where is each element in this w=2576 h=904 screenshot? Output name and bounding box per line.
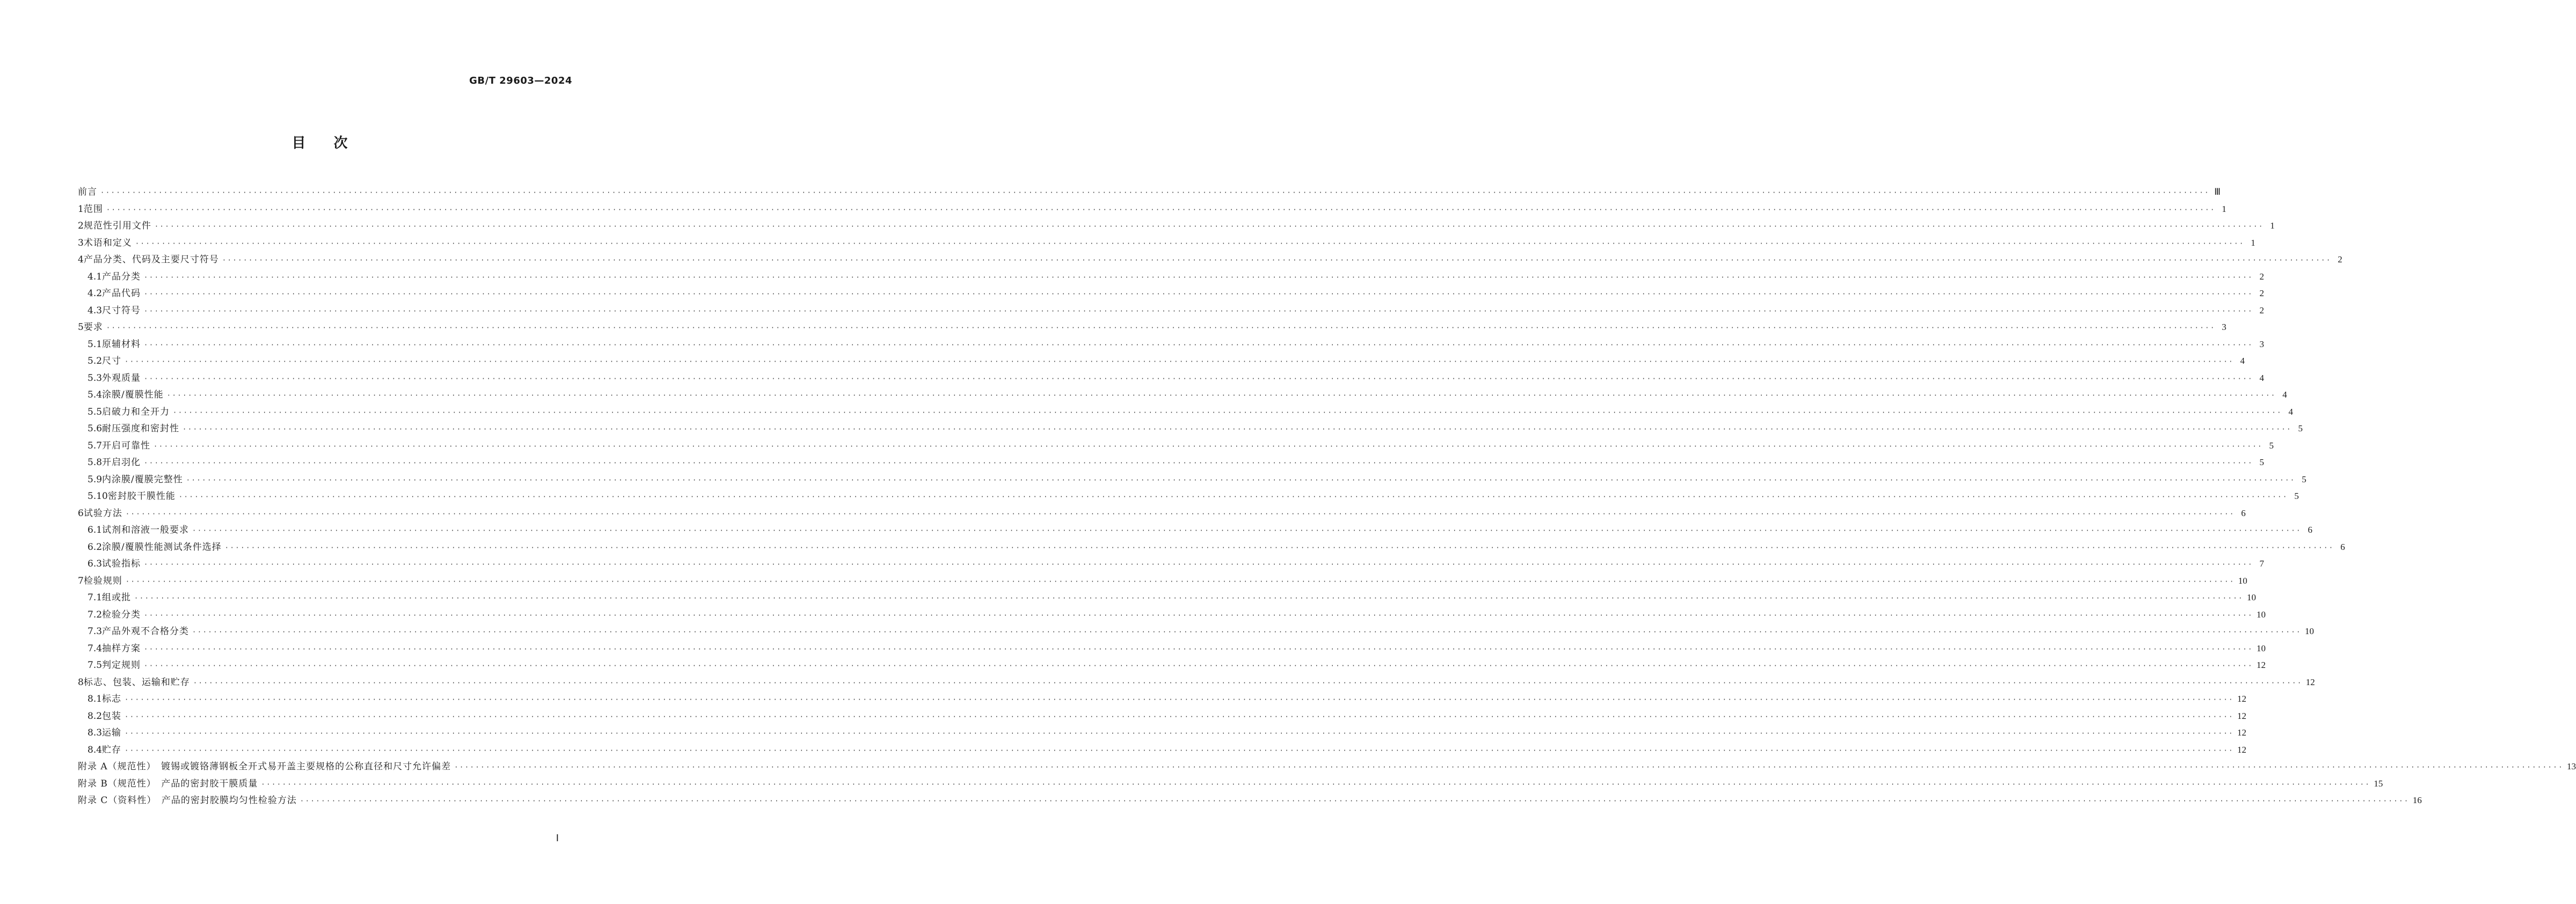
dot-leader: ················································································································································································································································································································································································································ [125,746,2234,754]
dot-leader: ················································································································································································································································································································································································································ [183,425,2292,433]
toc-entry-label: 附录 C（资料性） 产品的密封胶膜均匀性检验方法 [78,795,297,806]
toc-entry-page: 5 [2294,491,2299,501]
toc-entry-number: 6.3 [87,558,103,569]
toc-entry-label: 内涂膜/覆膜完整性 [102,474,183,485]
toc-entry[interactable] [78,234,2256,252]
dot-leader: ················································································································································································································································································································································································································ [144,645,2253,653]
toc-entry-number: 6.1 [87,525,103,535]
toc-entry[interactable] [78,420,2303,437]
toc-entry-label: 标志、包装、运输和贮存 [83,677,190,688]
toc-entry[interactable] [78,285,2264,302]
toc-entry-page: 2 [2259,271,2264,282]
toc-entry-label: 耐压强度和密封性 [102,423,180,434]
dot-leader: ················································································································································································································································································································································································································ [144,459,2253,467]
standard-code: GB/T 29603—2024 [469,75,572,86]
toc-entry[interactable] [78,454,2264,471]
toc-entry-page: 3 [2222,322,2227,332]
toc-entry[interactable] [78,623,2314,640]
toc-entry[interactable] [78,370,2264,387]
toc-entry-page: 12 [2237,710,2246,721]
toc-entry-label: 尺寸符号 [102,305,141,316]
toc-entry-page: 5 [2302,474,2307,484]
toc-entry[interactable] [78,183,2221,201]
toc-entry-label: 产品外观不合格分类 [102,626,189,637]
toc-entry-label: 试剂和溶液一般要求 [102,525,189,535]
dot-leader: ················································································································································································································································································································································································································ [300,797,2410,805]
toc-entry-number: 5.6 [87,423,103,434]
toc-entry-label: 检验分类 [102,609,141,620]
dot-leader: ················································································································································································································································································································································································································ [222,256,2332,264]
dot-leader: ················································································································································································································································································································································································································ [173,408,2282,416]
toc-entry-label: 密封胶干膜性能 [107,491,176,502]
toc-entry-label: 术语和定义 [83,237,132,248]
toc-entry-label: 检验规则 [83,575,122,586]
dot-leader: ················································································································································································································································································································································································································ [144,611,2253,619]
toc-entry-number: 4.2 [87,288,103,299]
dot-leader: ················································································································································································································································································································································································································ [144,662,2253,670]
toc-entry-number: 5.4 [87,389,103,400]
toc-entry-label: 涂膜/覆膜性能 [102,389,164,400]
toc-entry-label: 开启可靠性 [102,440,151,451]
toc-entry-number: 5.8 [87,457,103,468]
toc-entry-page: 12 [2237,694,2246,704]
toc-entry-page: 7 [2259,558,2264,569]
toc-entry-label: 要求 [83,322,103,333]
toc-entry-page: 4 [2259,372,2264,383]
toc-entry[interactable] [78,606,2266,623]
dot-leader: ················································································································································································································································································································································································································ [144,307,2253,315]
page-number: Ⅰ [556,833,559,843]
toc-entry-page: 12 [2237,744,2246,755]
dot-leader: ················································································································································································································································································································································································································ [454,763,2564,771]
toc-entry-number: 5.9 [87,474,103,485]
dot-leader: ················································································································································································································································································································································································································ [125,696,2234,703]
toc-entry-page: 2 [2338,254,2343,264]
dot-leader: ················································································································································································································································································································································································································ [154,223,2264,230]
toc-entry-label: 试验指标 [102,558,141,569]
toc-entry[interactable] [78,657,2266,674]
toc-entry[interactable] [78,217,2275,234]
toc-entry-page: 6 [2308,525,2312,535]
dot-leader: ················································································································································································································································································································································································································ [100,189,2210,196]
toc-entry-label: 产品分类、代码及主要尺寸符号 [83,254,219,265]
dot-leader: ················································································································································································································································································································································································································ [125,577,2235,585]
toc-entry[interactable] [78,674,2315,691]
toc-entry-label: 外观质量 [102,372,141,384]
dot-leader: ················································································································································································································································································································································································································ [134,594,2244,602]
toc-entry-page: 3 [2259,339,2264,349]
toc-entry-page: 5 [2298,423,2303,433]
toc-entry-label: 包装 [102,710,122,722]
toc-entry-number: 7.3 [87,626,103,637]
dot-leader: ················································································································································································································································································································································································································ [261,780,2371,788]
dot-leader: ················································································································································································································································································································································································································ [106,324,2216,332]
toc-entry[interactable] [78,302,2264,319]
toc-entry-number: 5.7 [87,440,103,451]
dot-leader: ················································································································································································································································································································································································································ [193,679,2303,687]
toc-entry-number: 1 [78,203,84,215]
toc-entry-page: 4 [2282,389,2287,400]
toc-entry[interactable] [78,792,2422,809]
toc-entry-number: 7 [78,575,84,586]
table-of-contents [78,183,2576,809]
toc-entry-number: 6 [78,508,84,519]
toc-entry-label: 附录 A（规范性） 镀锡或镀铬薄钢板全开式易开盖主要规格的公称直径和尺寸允许偏差 [78,761,451,772]
dot-leader: ················································································································································································································································································································································································································ [125,730,2234,737]
dot-leader: ················································································································································································································································································································································································································ [166,392,2276,399]
toc-entry-page: 2 [2259,305,2264,315]
dot-leader: ················································································································································································································································································································································································································ [144,561,2253,568]
toc-entry-page: 12 [2256,660,2266,670]
dot-leader: ················································································································································································································································································································································································································ [106,205,2216,214]
toc-entry-label: 尺寸 [102,356,122,366]
toc-entry-number: 7.4 [87,643,103,654]
toc-entry-page: 10 [2246,592,2256,602]
toc-entry-number: 8.4 [87,744,103,755]
toc-entry-page: 6 [2340,541,2345,552]
toc-entry-label: 运输 [102,727,122,738]
toc-entry[interactable] [78,336,2264,353]
toc-entry[interactable] [78,505,2246,522]
toc-entry-number: 5 [78,322,84,333]
toc-entry-number: 7.2 [87,609,103,620]
toc-entry-page: 5 [2269,440,2274,451]
page-title: 目 次 [291,135,348,151]
toc-entry-label: 前言 [78,187,97,197]
toc-entry[interactable] [78,690,2246,708]
toc-entry-number: 3 [78,237,84,248]
toc-entry-number: 7.5 [87,660,103,671]
toc-entry[interactable] [78,521,2312,539]
toc-entry-page: 10 [2238,575,2247,586]
toc-entry[interactable] [78,775,2383,792]
toc-entry[interactable] [78,589,2256,606]
toc-entry-page: 5 [2259,457,2264,467]
toc-entry[interactable] [78,572,2247,590]
toc-entry-page: 4 [2288,406,2293,417]
dot-leader: ················································································································································································································································································································································································································ [178,493,2288,501]
toc-entry-page: 10 [2304,626,2314,636]
toc-entry-number: 5.5 [87,406,103,417]
toc-entry[interactable] [78,386,2287,403]
toc-entry-label: 标志 [102,694,122,704]
toc-entry-number: 6.2 [87,541,103,553]
toc-entry-number: 7.1 [87,592,103,603]
dot-leader: ················································································································································································································································································································································································································ [125,358,2234,365]
toc-entry-label: 产品分类 [102,271,141,282]
toc-entry[interactable] [78,741,2246,759]
dot-leader: ················································································································································································································································································································································································································ [125,510,2235,518]
toc-entry-label: 涂膜/覆膜性能测试条件选择 [102,541,222,553]
toc-entry[interactable] [78,758,2576,775]
toc-entry[interactable] [78,708,2246,725]
toc-entry[interactable] [78,352,2245,370]
toc-entry-label: 组或批 [102,592,132,603]
toc-entry-number: 2 [78,221,84,231]
toc-entry[interactable] [78,319,2227,336]
toc-entry[interactable] [78,488,2299,505]
toc-entry-page: 4 [2240,356,2245,366]
toc-entry-page: 13 [2567,761,2576,771]
toc-entry-number: 4.1 [87,271,103,282]
toc-entry[interactable] [78,724,2246,741]
toc-entry-label: 规范性引用文件 [83,221,151,231]
toc-entry[interactable] [78,539,2345,556]
toc-entry-label: 试验方法 [83,508,122,519]
toc-entry-number: 5.2 [87,356,103,366]
toc-entry-page: 6 [2241,508,2246,518]
toc-entry-number: 5.3 [87,372,103,384]
dot-leader: ················································································································································································································································································································································································································ [144,374,2253,383]
dot-leader: ················································································································································································································································································································································································································ [125,712,2234,721]
toc-entry[interactable] [78,437,2274,454]
toc-entry-number: 4 [78,254,84,265]
toc-entry-label: 开启羽化 [102,457,141,468]
toc-entry-label: 抽样方案 [102,643,141,654]
dot-leader: ················································································································································································································································································································································································································ [192,527,2302,534]
toc-entry-number: 8.1 [87,694,103,704]
dot-leader: ················································································································································································································································································································································································································ [144,341,2253,349]
dot-leader: ················································································································································································································································································································································································································ [135,239,2245,247]
toc-entry[interactable] [78,251,2343,268]
toc-entry-page: 10 [2256,643,2266,653]
dot-leader: ················································································································································································································································································································································································································ [186,476,2296,484]
toc-entry-page: 1 [2222,203,2227,214]
toc-entry-label: 附录 B（规范性） 产品的密封胶干膜质量 [78,778,258,789]
toc-entry-number: 8.2 [87,710,103,722]
toc-entry-label: 原辅材料 [102,339,141,350]
toc-entry[interactable] [78,268,2264,285]
toc-entry-page: Ⅲ [2214,187,2221,197]
toc-entry-label: 启破力和全开力 [102,406,170,417]
toc-entry-label: 判定规则 [102,660,141,671]
toc-entry[interactable] [78,471,2307,488]
toc-entry-label: 产品代码 [102,288,141,299]
toc-entry-page: 2 [2259,288,2264,298]
toc-entry-number: 8.3 [87,727,103,738]
toc-entry-page: 10 [2256,609,2266,620]
toc-entry-number: 4.3 [87,305,103,316]
toc-entry[interactable] [78,640,2266,657]
toc-entry-number: 5.10 [87,491,108,502]
toc-entry-number: 5.1 [87,339,103,350]
dot-leader: ················································································································································································································································································································································································································ [144,290,2253,298]
toc-entry-page: 15 [2374,778,2383,789]
dot-leader: ················································································································································································································································································································································································································ [192,628,2302,636]
dot-leader: ················································································································································································································································································································································································································ [154,442,2263,450]
toc-entry-label: 范围 [83,203,103,215]
toc-entry[interactable] [78,555,2264,572]
toc-entry-label: 贮存 [102,744,122,755]
toc-entry-page: 16 [2412,795,2422,805]
toc-entry-page: 1 [2251,237,2256,248]
toc-entry[interactable] [78,201,2227,218]
toc-entry-page: 1 [2270,221,2275,231]
dot-leader: ················································································································································································································································································································································································································ [224,543,2334,552]
toc-entry-number: 8 [78,677,84,688]
toc-entry-page: 12 [2237,727,2246,738]
toc-entry[interactable] [78,403,2293,421]
toc-entry-page: 12 [2305,677,2315,687]
dot-leader: ················································································································································································································································································································································································································ [144,273,2253,281]
